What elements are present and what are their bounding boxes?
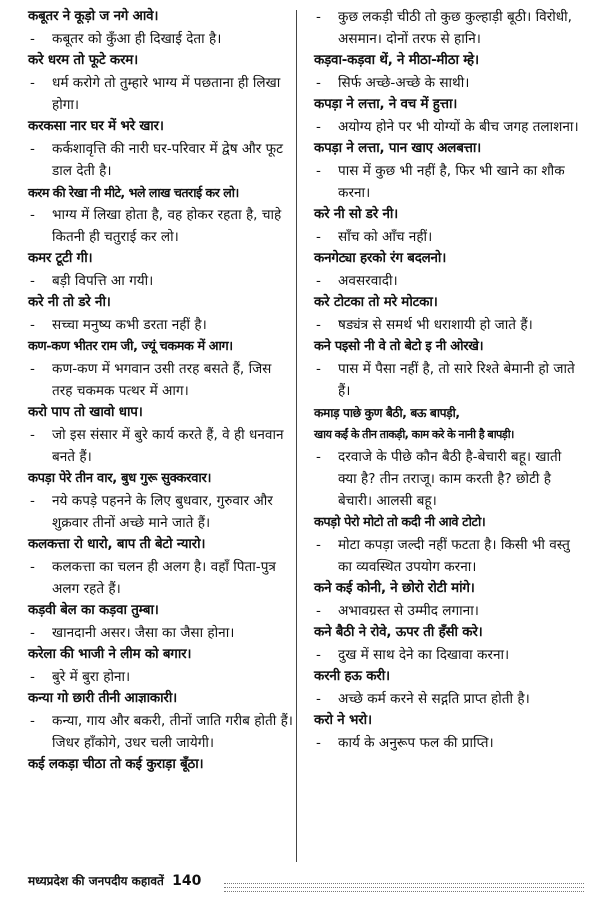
dash-marker: - xyxy=(316,163,321,179)
proverb-meaning xyxy=(28,490,296,534)
proverb-meaning xyxy=(314,6,584,50)
meaning-text: कर्कशावृत्ति की नारी घर-परिवार में द्वेष और फूट डाल देती है। xyxy=(52,141,284,179)
page-number: 140 xyxy=(172,873,202,889)
dash-marker: - xyxy=(316,537,321,553)
meaning-text: नये कपड़े पहनने के लिए बुधवार, गुरुवार और शुक्रवार तीनों अच्छे माने जाते हैं। xyxy=(52,493,273,531)
proverb-heading: कड़वी बेल का कड़वा तुम्बा। xyxy=(28,603,159,618)
dash-marker: - xyxy=(30,559,35,575)
proverb-entry xyxy=(314,50,584,94)
proverb-entry xyxy=(314,248,584,292)
meaning-text: पास में कुछ भी नहीं है, फिर भी खाने का शौक करना। xyxy=(338,163,565,201)
meaning-text: कबूतर को कुँआ ही दिखाई देता है। xyxy=(52,31,222,47)
proverb-meaning xyxy=(28,666,296,688)
meaning-text: भाग्य में लिखा होता है, वह होकर रहता है, चाहे कितनी ही चतुराई कर लो। xyxy=(52,207,282,245)
proverb-meaning xyxy=(28,28,296,50)
proverb-heading-continued: खाय कईं के तीन ताकड़ी, काम करे के नानी है बापड़ी। xyxy=(314,428,514,441)
proverb-meaning xyxy=(314,160,584,204)
proverb-heading: कपड़ो पेरो मोटो तो कदी नी आवे टोटो। xyxy=(314,515,486,530)
dash-marker: - xyxy=(30,625,35,641)
column-divider xyxy=(296,10,297,862)
proverb-entry xyxy=(314,622,584,666)
proverb-entry xyxy=(28,182,296,248)
proverb-entry xyxy=(28,116,296,182)
meaning-text: अवसरवादी। xyxy=(338,273,398,289)
proverb-heading: कपड़ा ने लत्ता, पान खाए अलबत्ता। xyxy=(314,141,482,156)
proverb-meaning xyxy=(28,72,296,116)
proverb-meaning xyxy=(314,688,584,710)
proverb-entry xyxy=(28,50,296,116)
dash-marker: - xyxy=(316,603,321,619)
page-footer xyxy=(28,868,584,894)
footer-caption xyxy=(28,872,201,889)
proverb-heading: कमर टूटी गी। xyxy=(28,251,93,266)
dash-marker: - xyxy=(30,669,35,685)
proverb-entry xyxy=(28,688,296,754)
proverb-entry xyxy=(314,204,584,248)
proverb-heading: कने बैठी ने रोवे, ऊपर ती हँसी करे। xyxy=(314,625,483,640)
proverb-entry xyxy=(314,94,584,138)
meaning-text: दुख में साथ देने का दिखावा करना। xyxy=(338,647,510,663)
meaning-text: पास में पैसा नहीं है, तो सारे रिश्ते बेमानी हो जाते हैं। xyxy=(338,361,575,399)
meaning-text: सिर्फ अच्छे-अच्छे के साथी। xyxy=(338,75,470,91)
proverb-heading: करे धरम तो फूटे करम। xyxy=(28,53,138,68)
proverb-entry xyxy=(28,644,296,688)
meaning-text: कलकत्ता का चलन ही अलग है। वहाँ पिता-पुत्र अलग रहते हैं। xyxy=(52,559,276,597)
proverb-heading: कड़वा-कड़वा थें, ने मीठा-मीठा म्हे। xyxy=(314,53,479,68)
proverb-meaning xyxy=(28,204,296,248)
proverb-entry xyxy=(314,402,584,512)
proverb-entry xyxy=(28,336,296,402)
dash-marker: - xyxy=(316,273,321,289)
footer-rule xyxy=(224,883,584,884)
proverb-meaning xyxy=(314,270,584,292)
proverb-meaning xyxy=(28,138,296,182)
proverb-entry xyxy=(28,292,296,336)
dash-marker: - xyxy=(30,427,35,443)
footer-rule xyxy=(224,887,584,888)
dash-marker: - xyxy=(30,713,35,729)
proverb-meaning xyxy=(314,644,584,666)
proverb-entry xyxy=(28,754,296,776)
dash-marker: - xyxy=(30,207,35,223)
dash-marker: - xyxy=(30,493,35,509)
proverb-meaning xyxy=(314,600,584,622)
proverb-heading: करे नी सो डरे नी। xyxy=(314,207,399,222)
proverb-entry xyxy=(28,534,296,600)
meaning-text: धर्म करोगे तो तुम्हारे भाग्य में पछताना ही लिखा होगा। xyxy=(52,75,281,113)
proverb-meaning xyxy=(28,314,296,336)
proverb-heading: कमाड़ पाछे कुण बैठी, बऊ बापड़ी, xyxy=(314,406,460,420)
proverb-meaning xyxy=(314,534,584,578)
dash-marker: - xyxy=(316,691,321,707)
proverb-heading: करकसा नार घर में भरे खार। xyxy=(28,119,164,134)
proverb-heading: कण-कण भीतर राम जी, ज्यूं चकमक में आग। xyxy=(28,339,233,354)
proverb-heading: करेला की भाजी ने लीम को बगार। xyxy=(28,647,192,662)
proverb-heading: कपड़ा पेरे तीन वार, बुध गुरू सुक्करवार। xyxy=(28,471,212,486)
dash-marker: - xyxy=(316,119,321,135)
proverb-entry xyxy=(28,468,296,534)
dash-marker: - xyxy=(316,647,321,663)
proverb-heading: करो ने भरो। xyxy=(314,713,372,728)
meaning-text: जो इस संसार में बुरे कार्य करते हैं, वे ही धनवान बनते हैं। xyxy=(52,427,284,465)
meaning-text: कार्य के अनुरूप फल की प्राप्ति। xyxy=(338,735,494,751)
dash-marker: - xyxy=(316,317,321,333)
right-column xyxy=(314,6,584,754)
proverb-entry xyxy=(314,578,584,622)
meaning-text: अभावग्रस्त से उम्मीद लगाना। xyxy=(338,603,479,619)
book-title: मध्यप्रदेश की जनपदीय कहावतें xyxy=(28,874,164,888)
meaning-text: षड्यंत्र से समर्थ भी धराशायी हो जाते हैं। xyxy=(338,317,533,333)
proverb-entry xyxy=(314,336,584,402)
proverb-entry xyxy=(314,666,584,710)
dash-marker: - xyxy=(316,361,321,377)
dash-marker: - xyxy=(316,9,321,25)
dash-marker: - xyxy=(316,735,321,751)
footer-rule xyxy=(224,891,584,892)
dash-marker: - xyxy=(30,75,35,91)
meaning-text: मोटा कपड़ा जल्दी नहीं फटता है। किसी भी वस्तु का व्यवस्थित उपयोग करना। xyxy=(338,537,570,575)
proverb-heading: कपड़ा ने लत्ता, ने वच में हुत्ता। xyxy=(314,97,458,112)
proverb-entry xyxy=(314,138,584,204)
proverb-meaning xyxy=(28,710,296,754)
meaning-text: बड़ी विपत्ति आ गयी। xyxy=(52,273,154,289)
proverb-heading: करे नी तो डरे नी। xyxy=(28,295,111,310)
proverb-meaning xyxy=(314,358,584,402)
proverb-meaning xyxy=(314,116,584,138)
dash-marker: - xyxy=(30,141,35,157)
dash-marker: - xyxy=(316,229,321,245)
dash-marker: - xyxy=(30,273,35,289)
meaning-text: साँच को आँच नहीं। xyxy=(338,229,433,245)
proverb-heading: कन्या गो छारी तीनी आज्ञाकारी। xyxy=(28,691,178,706)
proverb-meaning xyxy=(314,314,584,336)
meaning-text: दरवाजे के पीछे कौन बैठी है-बेचारी बहू। खाती क्या है? तीन तराजू। काम करती है? छोटी है बेचारी। आलसी बहू। xyxy=(338,449,562,509)
proverb-entry xyxy=(314,710,584,754)
proverb-heading: कनगेट्या हरको रंग बदलनो। xyxy=(314,251,447,266)
proverb-entry xyxy=(28,402,296,468)
meaning-text: कुछ लकड़ी चीठी तो कुछ कुल्हाड़ी बूठी। विरोधी, असमान। दोनों तरफ से हानि। xyxy=(338,9,573,47)
proverb-heading: कने पइसो नी वे तो बेटो इ नी ओरखे। xyxy=(314,339,484,354)
proverb-meaning xyxy=(28,424,296,468)
proverb-meaning xyxy=(28,622,296,644)
meaning-text: बुरे में बुरा होना। xyxy=(52,669,131,685)
meaning-text: कण-कण में भगवान उसी तरह बसते हैं, जिस तरह चकमक पत्थर में आग। xyxy=(52,361,272,399)
proverb-entry xyxy=(314,292,584,336)
proverb-meaning xyxy=(314,226,584,248)
proverb-heading: करो पाप तो खावो धाप। xyxy=(28,405,143,420)
meaning-text: अच्छे कर्म करने से सद्गति प्राप्त होती है। xyxy=(338,691,530,707)
proverb-heading: कई लकड़ा चीठा तो कई कुराड़ा बूँठा। xyxy=(28,757,204,772)
proverb-meaning xyxy=(314,72,584,94)
left-column xyxy=(28,6,296,776)
proverb-entry xyxy=(28,248,296,292)
meaning-text: कन्या, गाय और बकरी, तीनों जाति गरीब होती हैं। जिधर हाँकोगे, उधर चली जायेगी। xyxy=(52,713,293,751)
proverb-entry xyxy=(314,6,584,50)
proverb-meaning xyxy=(314,732,584,754)
proverb-meaning xyxy=(28,556,296,600)
proverb-heading: करे टोटका तो मरे मोटका। xyxy=(314,295,438,310)
meaning-text: खानदानी असर। जैसा का जैसा होना। xyxy=(52,625,235,641)
meaning-text: सच्चा मनुष्य कभी डरता नहीं है। xyxy=(52,317,207,333)
proverb-meaning xyxy=(314,446,584,512)
proverb-heading: करनी हऊ करी। xyxy=(314,669,390,684)
proverb-heading: कने कई कोनी, ने छोरो रोटी मांगे। xyxy=(314,581,475,596)
proverb-meaning xyxy=(28,358,296,402)
dash-marker: - xyxy=(30,317,35,333)
dash-marker: - xyxy=(316,449,321,465)
dash-marker: - xyxy=(30,31,35,47)
proverb-meaning xyxy=(28,270,296,292)
proverb-heading: करम की रेखा नी मीटे, भले लाख चतराई कर लो। xyxy=(28,185,239,200)
proverb-heading: कलकत्ता रो धारो, बाप ती बेटो न्यारो। xyxy=(28,537,206,552)
proverb-entry xyxy=(28,6,296,50)
dash-marker: - xyxy=(316,75,321,91)
proverb-entry xyxy=(28,600,296,644)
dash-marker: - xyxy=(30,361,35,377)
proverb-heading: कबूतर ने कूड़ो ज नगे आवे। xyxy=(28,9,159,24)
meaning-text: अयोग्य होने पर भी योग्यों के बीच जगह तलाशना। xyxy=(338,119,579,135)
proverb-entry xyxy=(314,512,584,578)
